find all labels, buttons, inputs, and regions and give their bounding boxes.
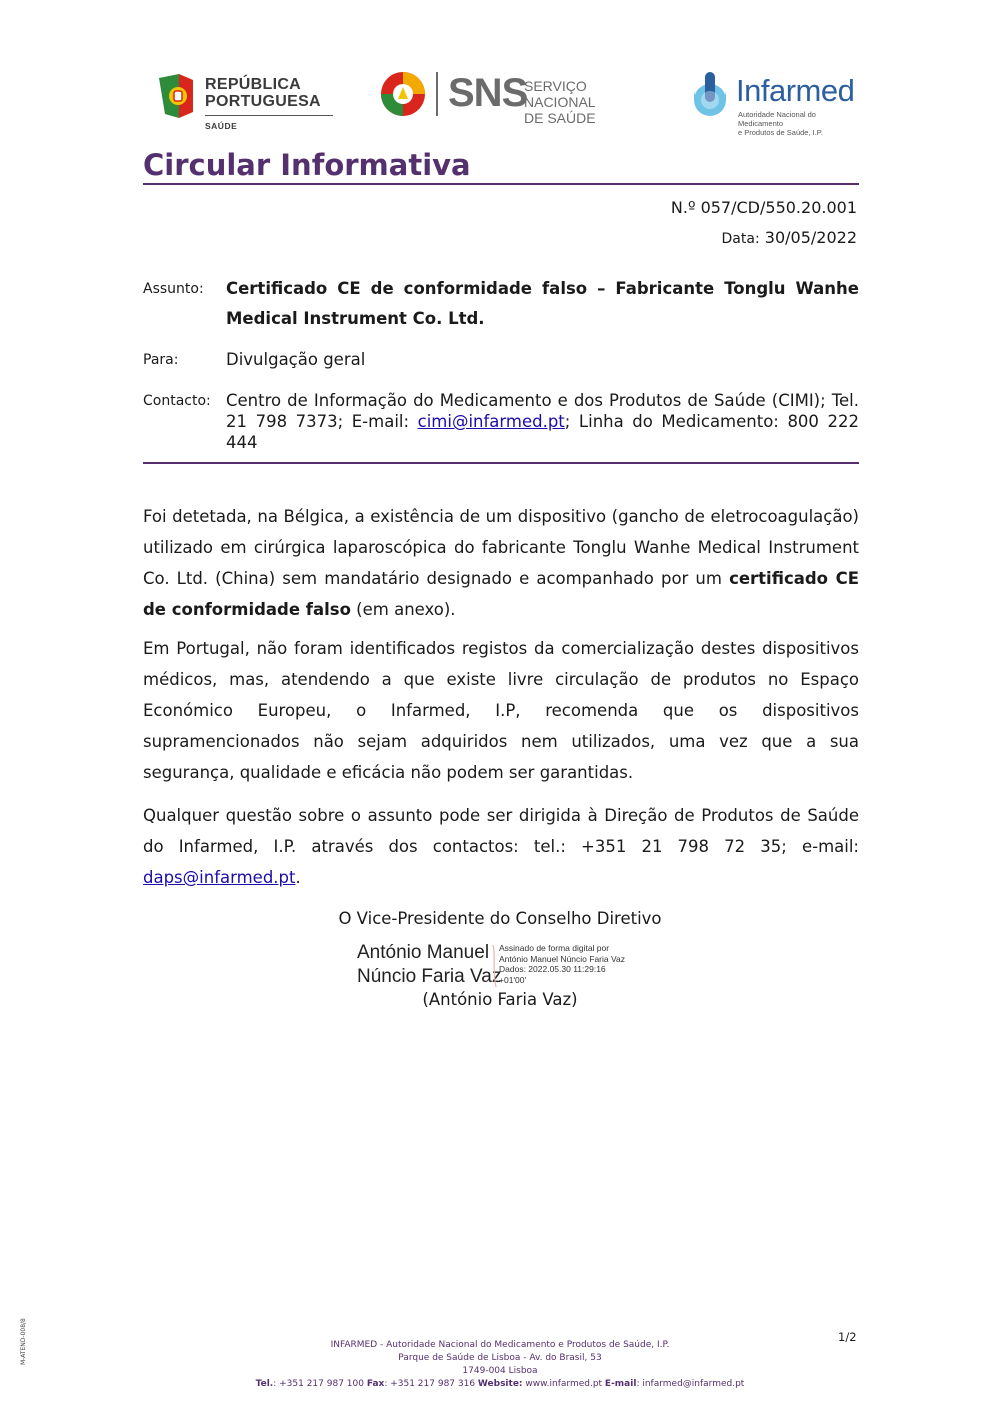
sns-logo xyxy=(380,70,645,126)
body-paragraph-1: Foi detetada, na Bélgica, a existência de um dispositivo (gancho de eletrocoagulação) utilizado em cirúrgica laparoscópica do fabricante Tonglu Wanhe Medical Instrument Co. Ltd. (China) sem mandatário designado e acompanhado por um certificado CE de conformidade falso (em anexo). xyxy=(143,507,859,619)
infarmed-logo xyxy=(688,68,860,137)
infarmed-wordmark: Infarmed xyxy=(736,73,855,108)
republica-portuguesa-text: REPÚBLICA PORTUGUESA xyxy=(205,76,321,110)
reference-number: N.º 057/CD/550.20.001 xyxy=(670,198,857,217)
signatory-role: O Vice-Presidente do Conselho Diretivo xyxy=(338,909,662,928)
signatory-short-name: (António Faria Vaz) xyxy=(422,990,578,1009)
footer-line-2: Parque de Saúde de Lisboa - Av. do Brasil, 53 xyxy=(398,1353,602,1363)
title-divider xyxy=(143,183,859,185)
to-label: Para: xyxy=(143,352,179,368)
sns-divider xyxy=(436,72,438,116)
daps-email-link[interactable]: daps@infarmed.pt xyxy=(143,868,296,887)
page-footer xyxy=(0,1339,1000,1391)
republica-portuguesa-logo xyxy=(155,70,340,132)
contact-text: Centro de Informação do Medicamento e dos Produtos de Saúde (CIMI); Tel. 21 798 7373; E-mail: cimi@infarmed.pt; Linha do Medicamento: 800 222 444 xyxy=(226,391,859,452)
document-date xyxy=(722,228,857,247)
sns-fullname: SERVIÇO NACIONAL DE SAÚDE xyxy=(524,78,596,126)
infarmed-subtitle: Autoridade Nacional do Medicamento e Produtos de Saúde, I.P. xyxy=(738,110,823,137)
saude-label: SAÚDE xyxy=(205,121,238,131)
footer-line-3: 1749-004 Lisboa xyxy=(462,1366,538,1376)
document-title: Circular Informativa xyxy=(143,148,471,182)
subject-label: Assunto: xyxy=(143,281,204,297)
contact-label: Contacto: xyxy=(143,393,211,409)
bold-phrase: certificado CE de conformidade falso xyxy=(143,569,859,619)
date-value: 30/05/2022 xyxy=(764,228,857,247)
infarmed-emblem-icon xyxy=(688,72,732,118)
sns-emblem-icon xyxy=(380,71,426,117)
to-text: Divulgação geral xyxy=(226,350,366,369)
footer-contacts: Tel.: +351 217 987 100 Fax: +351 217 987 316 Website: www.infarmed.pt E-mail: infarmed@infarmed.pt xyxy=(255,1379,745,1389)
digital-signature-details: Assinado de forma digital por António Manuel Núncio Faria Vaz Dados: 2022.05.30 11:29:16 +01'00' xyxy=(499,943,625,985)
page-number: 1/2 xyxy=(838,1330,857,1344)
header-bottom-divider xyxy=(143,462,859,464)
logo-divider xyxy=(205,115,333,116)
header-logos xyxy=(155,68,860,138)
subject-text: Certificado CE de conformidade falso – Fabricante Tonglu Wanhe Medical Instrument Co. Ltd. xyxy=(226,279,859,328)
footer-line-1: INFARMED - Autoridade Nacional do Medicamento e Produtos de Saúde, I.P. xyxy=(330,1340,670,1350)
portugal-emblem-icon xyxy=(159,74,193,118)
body-paragraph-2: Em Portugal, não foram identificados registos da comercialização destes dispositivos médicos, mas, atendendo a que existe livre circulação de produtos no Espaço Económico Europeu, o Infarmed, I.P, recomenda que os dispositivos supramencionados não sejam adquiridos nem utilizados, uma vez que a sua segurança, qualidade e eficácia não podem ser garantidas. xyxy=(143,639,859,782)
form-code: M-ATEND-008/8 xyxy=(20,1318,27,1365)
body-paragraph-3: Qualquer questão sobre o assunto pode ser dirigida à Direção de Produtos de Saúde do Infarmed, I.P. através dos contactos: tel.: +351 21 798 72 35; e-mail: daps@infarmed.pt. xyxy=(143,806,859,887)
signature-name: António Manuel Núncio Faria Vaz xyxy=(357,942,502,987)
cimi-email-link[interactable]: cimi@infarmed.pt xyxy=(417,412,565,431)
date-label: Data: xyxy=(721,231,760,247)
sns-acronym: SNS xyxy=(448,71,528,115)
